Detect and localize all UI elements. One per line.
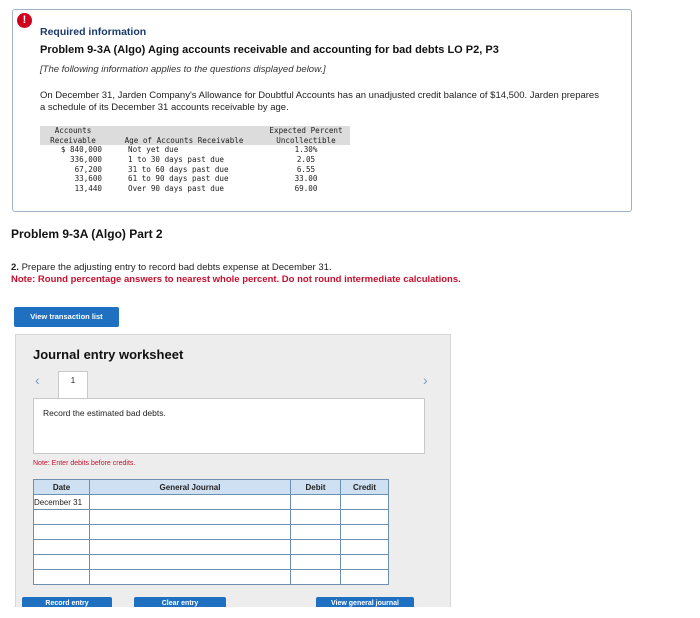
alert-icon: ! — [17, 13, 32, 28]
debit-input[interactable] — [291, 495, 341, 510]
journal-table — [33, 479, 389, 585]
chevron-right-icon[interactable]: › — [423, 372, 428, 388]
date-cell[interactable] — [34, 570, 90, 585]
record-instruction: Record the estimated bad debts. — [43, 408, 166, 418]
credit-input[interactable] — [341, 510, 389, 525]
worksheet-title: Journal entry worksheet — [33, 347, 184, 362]
problem-title: Problem 9-3A (Algo) Aging accounts receivable and accounting for bad debts LO P2, P3 — [40, 44, 499, 56]
date-cell[interactable] — [34, 555, 90, 570]
account-input[interactable] — [90, 510, 291, 525]
table-row: $ 840,000 Not yet due 1.30% — [60, 145, 318, 154]
debit-input[interactable] — [291, 540, 341, 555]
account-input[interactable] — [90, 540, 291, 555]
cropped-bottom-edge — [0, 607, 700, 618]
table-row: 33,600 61 to 90 days past due 33.00 — [74, 174, 318, 184]
table-row — [34, 555, 389, 570]
col-percent-header: Expected Percent Uncollectible — [262, 126, 350, 145]
debit-input[interactable] — [291, 555, 341, 570]
credit-input[interactable] — [341, 495, 389, 510]
part-title: Problem 9-3A (Algo) Part 2 — [11, 227, 163, 241]
credit-input[interactable] — [341, 540, 389, 555]
credit-input[interactable] — [341, 555, 389, 570]
date-cell[interactable] — [34, 525, 90, 540]
table-row: 13,440 Over 90 days past due 69.00 — [74, 184, 318, 194]
date-cell[interactable]: December 31 — [34, 495, 90, 510]
required-info-panel — [12, 9, 632, 212]
info-note: [The following information applies to the questions displayed below.] — [40, 64, 326, 75]
instruction: 2. Prepare the adjusting entry to record bad debts expense at December 31. — [11, 262, 332, 273]
date-cell[interactable] — [34, 540, 90, 555]
account-input[interactable] — [90, 570, 291, 585]
table-row — [34, 540, 389, 555]
table-row: 67,200 31 to 60 days past due 6.55 — [74, 164, 316, 174]
account-input[interactable] — [90, 555, 291, 570]
aging-schedule-table — [40, 126, 350, 194]
table-row — [34, 525, 389, 540]
rounding-note: Note: Round percentage answers to nearest whole percent. Do not round intermediate calculations. — [11, 274, 461, 285]
debit-header: Debit — [291, 480, 341, 495]
journal-entry-worksheet — [15, 334, 451, 618]
col-receivable-header: Accounts Receivable — [40, 126, 106, 145]
chevron-left-icon[interactable]: ‹ — [35, 372, 40, 388]
account-input[interactable] — [90, 525, 291, 540]
debit-input[interactable] — [291, 570, 341, 585]
date-header: Date — [34, 480, 90, 495]
date-cell[interactable] — [34, 510, 90, 525]
table-row — [34, 495, 389, 510]
col-age-header: Age of Accounts Receivable — [106, 126, 262, 145]
table-row — [34, 570, 389, 585]
credit-header: Credit — [341, 480, 389, 495]
table-row: 336,000 1 to 30 days past due 2.05 — [69, 154, 316, 164]
record-entry-button[interactable]: Record entry — [22, 597, 112, 607]
tab-1[interactable]: 1 — [58, 371, 88, 399]
problem-description: On December 31, Jarden Company's Allowance for Doubtful Accounts has an unadjusted credit balance of $14,500. Jarden prepares a schedule of its December 31 accounts receivable by age. — [40, 90, 599, 113]
debit-input[interactable] — [291, 510, 341, 525]
credit-input[interactable] — [341, 570, 389, 585]
credit-input[interactable] — [341, 525, 389, 540]
view-transaction-list-button[interactable]: View transaction list — [14, 307, 119, 327]
table-row — [34, 510, 389, 525]
general-journal-header: General Journal — [90, 480, 291, 495]
view-general-journal-button[interactable]: View general journal — [316, 597, 414, 607]
debit-note: Note: Enter debits before credits. — [33, 460, 136, 467]
debit-input[interactable] — [291, 525, 341, 540]
required-information-label: Required information — [40, 26, 147, 38]
record-instruction-box — [33, 398, 425, 454]
account-input[interactable] — [90, 495, 291, 510]
clear-entry-button[interactable]: Clear entry — [134, 597, 226, 607]
